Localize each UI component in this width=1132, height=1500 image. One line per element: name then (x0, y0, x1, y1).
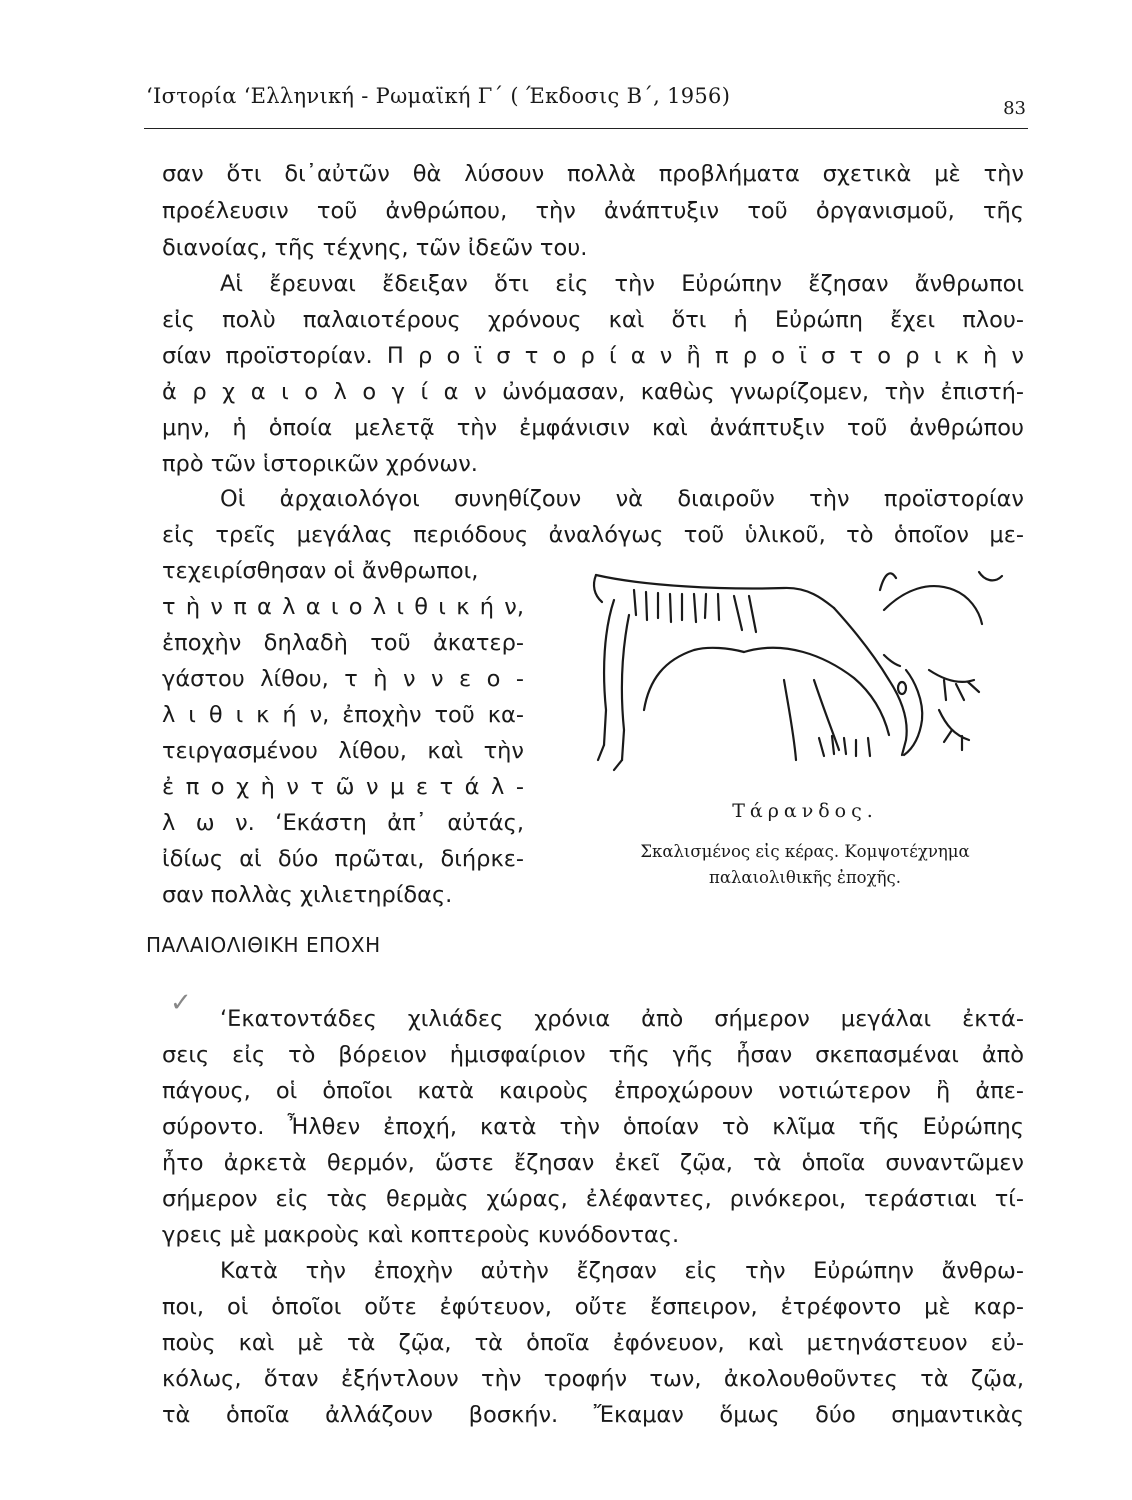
body-line: Κατὰ τὴν ἐποχὴν αὐτὴν ἔζησαν εἰς τὴν Εὐρώπην ἄνθρω- (220, 1258, 1024, 1284)
body-line: κόλως, ὅταν ἐξήντλουν τὴν τροφήν των, ἀκολουθοῦντες τὰ ζῷα, (162, 1366, 1024, 1392)
body-line: σεις εἰς τὸ βόρειον ἡμισφαίριον τῆς γῆς ἦσαν σκεπασμέναι ἀπὸ (162, 1042, 1024, 1068)
body-line: Οἱ ἀρχαιολόγοι συνηθίζουν νὰ διαιροῦν τὴν προϊστορίαν (220, 486, 1024, 512)
body-line: εἰς τρεῖς μεγάλας περιόδους ἀναλόγως τοῦ ὑλικοῦ, τὸ ὁποῖον με- (162, 522, 1024, 548)
body-line: πρὸ τῶν ἱστορικῶν χρόνων. (162, 451, 478, 477)
body-line: γάστου λίθου, τ ὴ ν ν ε ο - (162, 666, 524, 692)
body-line: τὰ ὁποῖα ἀλλάζουν βοσκήν. Ἔκαμαν ὅμως δύο σημαντικὰς (162, 1402, 1024, 1428)
body-line: τεχειρίσθησαν οἱ ἄνθρωποι, (162, 558, 479, 584)
body-line: ἀ ρ χ α ι ο λ ο γ ί α ν ὠνόμασαν, καθὼς γνωρίζομεν, τὴν ἐπιστή- (162, 379, 1024, 405)
body-line: ἐποχὴν δηλαδὴ τοῦ ἀκατερ- (162, 630, 524, 656)
body-line: λ ω ν. ‘Εκάστη ἀπ᾽ αὐτάς, (162, 810, 524, 836)
section-heading: ΠΑΛΑΙΟΛΙΘΙΚΗ ΕΠΟΧΗ (146, 933, 381, 957)
body-line: λ ι θ ι κ ή ν, ἐποχὴν τοῦ κα- (162, 702, 524, 728)
body-line: σύροντο. Ἦλθεν ἐποχή, κατὰ τὴν ὁποίαν τὸ κλῖμα τῆς Εὐρώπης (162, 1114, 1024, 1140)
body-line: μην, ἡ ὁποία μελετᾷ τὴν ἐμφάνισιν καὶ ἀνάπτυξιν τοῦ ἀνθρώπου (162, 415, 1024, 441)
figure-caption: Σκαλισμένος εἰς κέρας. Κομψοτέχνημα (640, 842, 970, 861)
body-line: ἐ π ο χ ὴ ν τ ῶ ν μ ε τ ά λ - (162, 774, 524, 800)
figure-caption: παλαιολιθικῆς ἐποχῆς. (708, 868, 901, 887)
body-line: γρεις μὲ μακροὺς καὶ κοπτεροὺς κυνόδοντας. (162, 1222, 680, 1248)
body-line: σαν ὅτι δι᾽αὐτῶν θὰ λύσουν πολλὰ προβλήματα σχετικὰ μὲ τὴν (162, 161, 1024, 187)
page-number: 83 (1003, 98, 1026, 119)
pencil-mark-icon: ✓ (170, 988, 192, 1018)
body-line: ποὺς καὶ μὲ τὰ ζῷα, τὰ ὁποῖα ἐφόνευον, καὶ μετηνάστευον εὐ- (162, 1330, 1024, 1356)
running-head: ‘Ιστορία ‘Ελληνική - Ρωμαϊκή Γ΄ ( Έκδοσις Β΄, 1956) (146, 84, 731, 108)
body-line: σήμερον εἰς τὰς θερμὰς χώρας, ἐλέφαντες, ρινόκεροι, τεράστιαι τί- (162, 1186, 1024, 1212)
body-line: τειργασμένου λίθου, καὶ τὴν (162, 738, 524, 764)
body-line: σαν πολλὰς χιλιετηρίδας. (162, 882, 453, 908)
body-line: τ ὴ ν π α λ α ι ο λ ι θ ι κ ή ν, (162, 594, 524, 620)
body-line: διανοίας, τῆς τέχνης, τῶν ἰδεῶν του. (162, 235, 588, 261)
header-rule (144, 128, 1028, 129)
body-line: Αἱ ἔρευναι ἔδειξαν ὅτι εἰς τὴν Εὐρώπην ἔζησαν ἄνθρωποι (220, 271, 1024, 297)
body-line: προέλευσιν τοῦ ἀνθρώπου, τὴν ἀνάπτυξιν τοῦ ὀργανισμοῦ, τῆς (162, 198, 1024, 224)
figure-title: Τάρανδος. (732, 800, 878, 822)
body-line: ἰδίως αἱ δύο πρῶται, διήρκε- (162, 846, 524, 872)
body-line: ποι, οἱ ὁποῖοι οὔτε ἐφύτευον, οὔτε ἔσπειρον, ἐτρέφοντο μὲ καρ- (162, 1294, 1024, 1320)
body-line: ‘Εκατοντάδες χιλιάδες χρόνια ἀπὸ σήμερον μεγάλαι ἐκτά- (220, 1006, 1024, 1032)
body-line: πάγους, οἱ ὁποῖοι κατὰ καιροὺς ἐπροχώρουν νοτιώτερον ἢ ἀπε- (162, 1078, 1024, 1104)
reindeer-engraving-icon (584, 560, 1014, 790)
body-line: σίαν προϊστορίαν. Π ρ ο ϊ σ τ ο ρ ί α ν ἢ π ρ ο ϊ σ τ ο ρ ι κ ὴ ν (162, 343, 1024, 369)
body-line: ἦτο ἀρκετὰ θερμόν, ὥστε ἔζησαν ἐκεῖ ζῷα, τὰ ὁποῖα συναντῶμεν (162, 1150, 1024, 1176)
body-line: εἰς πολὺ παλαιοτέρους χρόνους καὶ ὅτι ἡ Εὐρώπη ἔχει πλου- (162, 307, 1024, 333)
